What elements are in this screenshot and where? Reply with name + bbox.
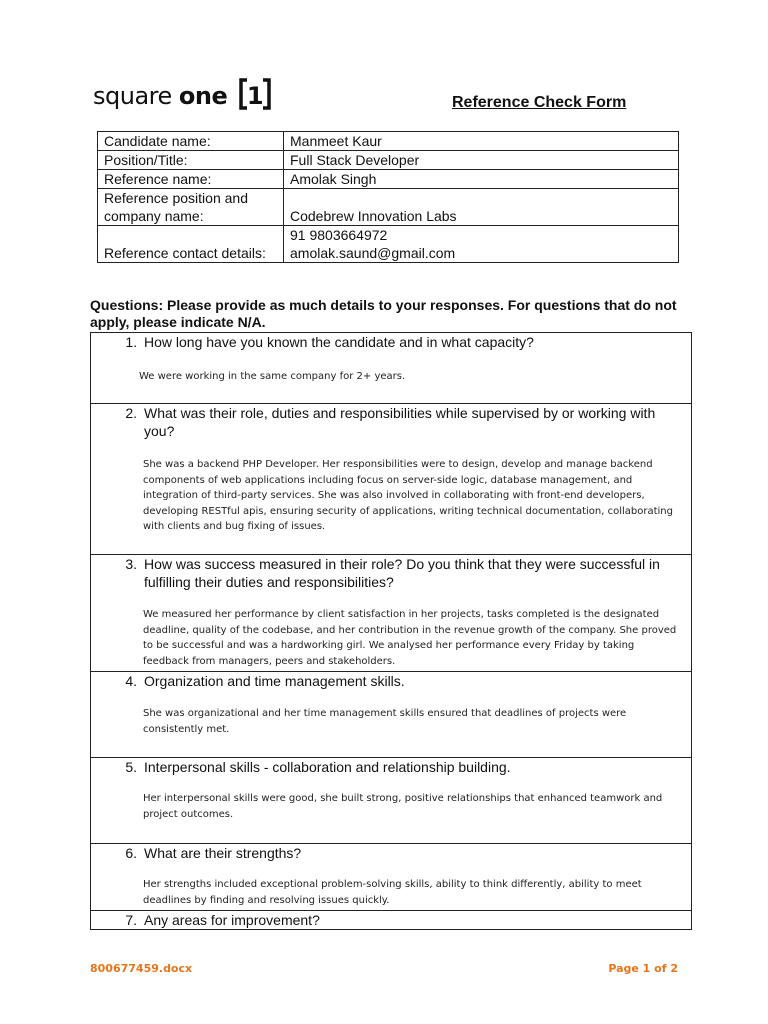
question-label: What was their role, duties and responsibilities while supervised by or working with you? <box>144 405 656 439</box>
question-row <box>91 844 692 911</box>
info-label: Reference contact details: <box>98 226 284 263</box>
answer-text: Her interpersonal skills were good, she built strong, positive relationships that enhanced teamwork and project outcomes. <box>143 793 663 820</box>
logo-bracket-mark <box>238 78 272 110</box>
question-row <box>91 555 692 672</box>
question-number: 2. <box>125 405 137 421</box>
question-row <box>91 672 692 758</box>
question-text <box>91 672 691 690</box>
logo-text-bold: one <box>178 82 228 110</box>
company-logo <box>93 78 272 110</box>
question-number: 1. <box>125 334 137 350</box>
info-value: Manmeet Kaur <box>284 132 679 151</box>
question-number: 7. <box>125 912 137 928</box>
question-label: Any areas for improvement? <box>144 912 320 928</box>
info-value: Full Stack Developer <box>284 151 679 170</box>
question-text <box>91 333 691 351</box>
question-number: 4. <box>125 673 137 689</box>
question-row <box>91 911 692 930</box>
info-label: Position/Title: <box>98 151 284 170</box>
question-label: Interpersonal skills - collaboration and relationship building. <box>144 759 511 775</box>
info-value: 91 9803664972 amolak.saund@gmail.com <box>284 226 679 263</box>
question-row <box>91 404 692 555</box>
question-number: 5. <box>125 759 137 775</box>
question-label: How was success measured in their role? Do you think that they were successful in fulfilling their duties and responsibilities? <box>144 556 660 590</box>
question-text <box>91 844 691 862</box>
answer-text: We measured her performance by client satisfaction in her projects, tasks completed is the designated deadline, quality of the codebase, and her contribution in the revenue growth of the company. She proved to be successful and was a hardworking girl. We analysed her performance every Friday by taking feedback from managers, peers and stakeholders. <box>143 609 677 667</box>
info-label: Reference position and company name: <box>98 189 284 226</box>
info-row-reference-name <box>98 170 679 189</box>
question-text <box>91 404 691 440</box>
question-label: How long have you known the candidate and in what capacity? <box>144 334 534 350</box>
info-row-contact <box>98 226 679 263</box>
info-value: Codebrew Innovation Labs <box>284 189 679 226</box>
form-title: Reference Check Form <box>452 94 627 111</box>
info-label: Candidate name: <box>98 132 284 151</box>
candidate-info-table <box>97 131 679 263</box>
question-row <box>91 758 692 844</box>
question-label: What are their strengths? <box>144 845 302 861</box>
info-row-position <box>98 151 679 170</box>
question-number: 6. <box>125 845 137 861</box>
question-text <box>91 911 691 929</box>
info-label: Reference name: <box>98 170 284 189</box>
logo-text-regular: square <box>93 82 172 110</box>
question-row <box>91 333 692 404</box>
question-number: 3. <box>125 556 137 572</box>
answer-text: She was a backend PHP Developer. Her responsibilities were to design, develop and manage backend components of web applications including focus on server-side logic, database management, and integration of third-party services. She was also involved in collaborating with front-end developers, developing RESTful apis, ensuring security of applications, writing technical documentation, collaborating with clients and bug fixing of issues. <box>143 459 673 532</box>
info-row-candidate <box>98 132 679 151</box>
questions-table <box>90 332 692 930</box>
answer-text: She was organizational and her time management skills ensured that deadlines of projects were consistently met. <box>143 708 627 735</box>
answer-text: We were working in the same company for 2+ years. <box>139 371 406 382</box>
footer-page-number: Page 1 of 2 <box>608 962 678 975</box>
questions-header: Questions: Please provide as much details to your responses. For questions that do not apply, please indicate N/A. <box>90 297 677 330</box>
question-text <box>91 555 691 591</box>
logo-mark-digit: 1 <box>247 82 264 110</box>
info-row-reference-position <box>98 189 679 226</box>
footer-filename: 800677459.docx <box>90 962 193 975</box>
question-label: Organization and time management skills. <box>144 673 405 689</box>
info-value: Amolak Singh <box>284 170 679 189</box>
answer-text: Her strengths included exceptional problem-solving skills, ability to think differently, ability to meet deadlines by finding and resolving issues quickly. <box>143 879 642 906</box>
question-text <box>91 758 691 776</box>
